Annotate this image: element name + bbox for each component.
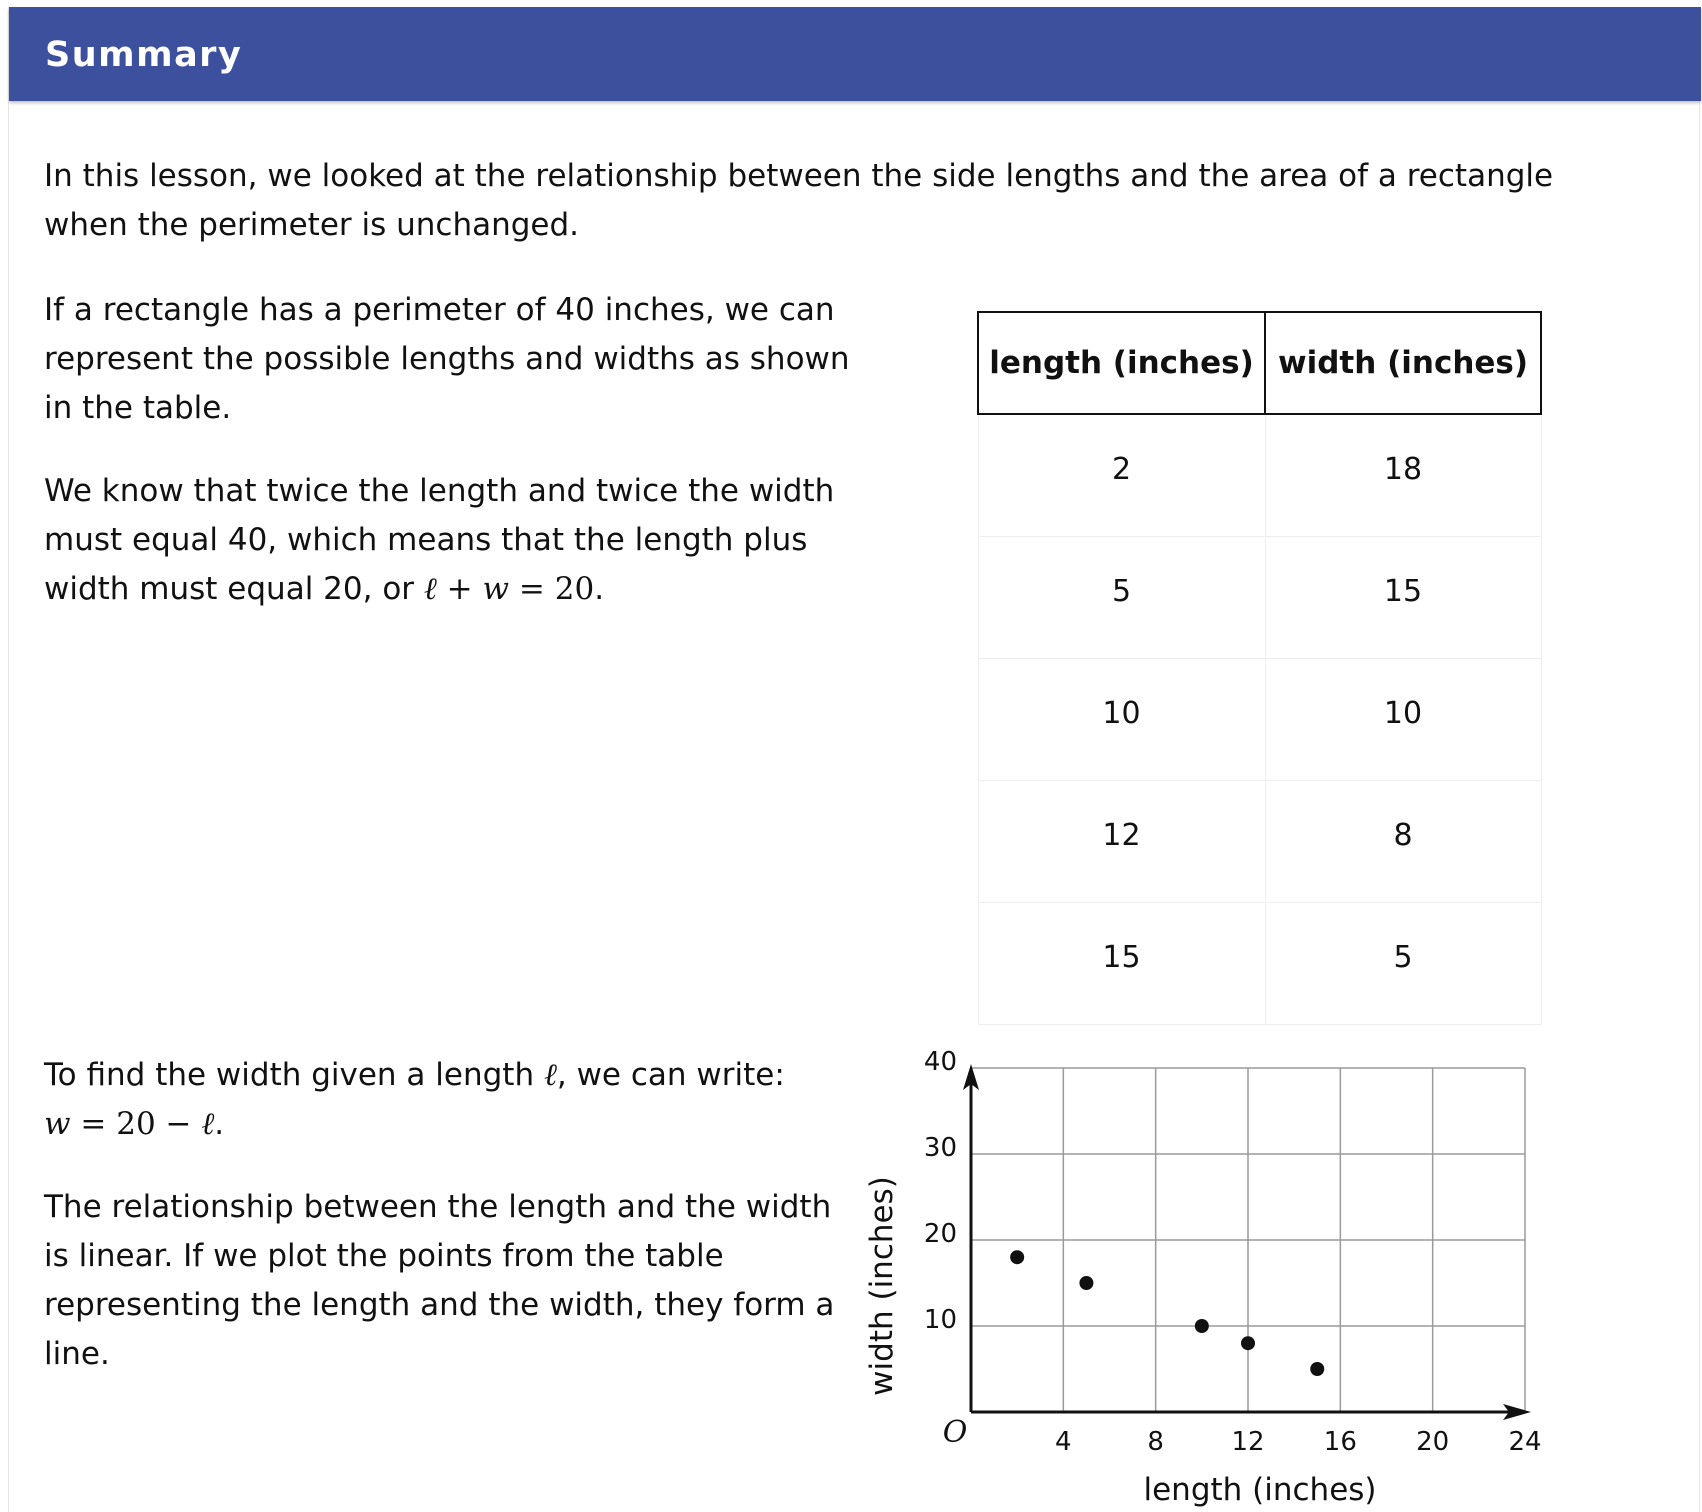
width-cell: 15 <box>1265 537 1541 659</box>
data-point <box>1195 1319 1209 1333</box>
origin-label: O <box>942 1415 968 1450</box>
width-cell: 8 <box>1265 781 1541 903</box>
find-text: To find the width given a length <box>44 1057 544 1093</box>
width-cell: 18 <box>1265 414 1541 537</box>
formula-number: 20 <box>116 1106 156 1142</box>
formula-period: . <box>214 1106 225 1142</box>
length-cell: 5 <box>978 537 1265 659</box>
x-tick-label: 4 <box>1055 1427 1072 1457</box>
y-tick-label: 30 <box>923 1133 957 1163</box>
y-axis-label: width (inches) <box>864 1176 900 1396</box>
width-column-header: width (inches) <box>1265 312 1541 414</box>
formula-l: ℓ <box>201 1106 215 1142</box>
formula-minus: − <box>155 1106 202 1142</box>
length-width-table <box>977 311 1542 1025</box>
x-tick-label: 24 <box>1508 1427 1542 1457</box>
length-cell: 12 <box>978 781 1265 903</box>
scatter-chart <box>850 1040 1550 1512</box>
summary-title: Summary <box>45 35 243 75</box>
table-header-row <box>978 312 1541 414</box>
perimeter-paragraph: If a rectangle has a perimeter of 40 inches, we can represent the possible lengths and widths as shown in the table. <box>44 292 850 426</box>
table-row <box>978 537 1541 659</box>
eq-equals: = <box>509 571 555 607</box>
chart-points <box>1010 1250 1324 1376</box>
table-row <box>978 659 1541 781</box>
table-row <box>978 781 1541 903</box>
eq-period: . <box>594 571 605 607</box>
length-cell: 2 <box>978 414 1265 537</box>
twice-paragraph <box>44 467 874 614</box>
y-tick-label: 40 <box>923 1047 957 1077</box>
data-point <box>1010 1250 1024 1264</box>
find-length-symbol: ℓ <box>543 1057 557 1093</box>
eq-number: 20 <box>554 571 595 607</box>
eq-length-symbol: ℓ <box>423 571 437 607</box>
summary-header <box>9 7 1701 101</box>
data-point <box>1079 1276 1093 1290</box>
table-row <box>978 903 1541 1025</box>
chart-axes <box>963 1064 1531 1420</box>
width-cell: 10 <box>1265 659 1541 781</box>
y-tick-label: 10 <box>923 1305 957 1335</box>
data-point <box>1310 1362 1324 1376</box>
find-text-end: , we can write: <box>556 1057 785 1093</box>
data-point <box>1241 1336 1255 1350</box>
x-axis-label: length (inches) <box>1143 1472 1377 1508</box>
intro-paragraph: In this lesson, we looked at the relationship between the side lengths and the area of a rectangle when the perimeter is unchanged. <box>44 158 1554 243</box>
formula-equals: = <box>70 1106 117 1142</box>
x-tick-label: 8 <box>1147 1427 1164 1457</box>
x-tick-label: 16 <box>1323 1427 1357 1457</box>
eq-width-symbol: w <box>482 571 510 607</box>
twice-text: We know that twice the length and twice the width must equal 40, which means that the length plus width must equal 20, or <box>44 473 835 607</box>
chart-grid <box>971 1068 1525 1412</box>
table-row <box>978 414 1541 537</box>
width-cell: 5 <box>1265 903 1541 1025</box>
formula-w: w <box>44 1106 71 1142</box>
length-column-header: length (inches) <box>978 312 1265 414</box>
linear-paragraph: The relationship between the length and the width is linear. If we plot the points from the table representing the length and the width, they form a line. <box>44 1189 835 1372</box>
x-tick-label: 12 <box>1231 1427 1265 1457</box>
length-cell: 10 <box>978 659 1265 781</box>
find-width-paragraph <box>44 1051 864 1149</box>
length-cell: 15 <box>978 903 1265 1025</box>
x-tick-label: 20 <box>1416 1427 1450 1457</box>
y-tick-label: 20 <box>923 1219 957 1249</box>
eq-plus: + <box>436 571 483 607</box>
